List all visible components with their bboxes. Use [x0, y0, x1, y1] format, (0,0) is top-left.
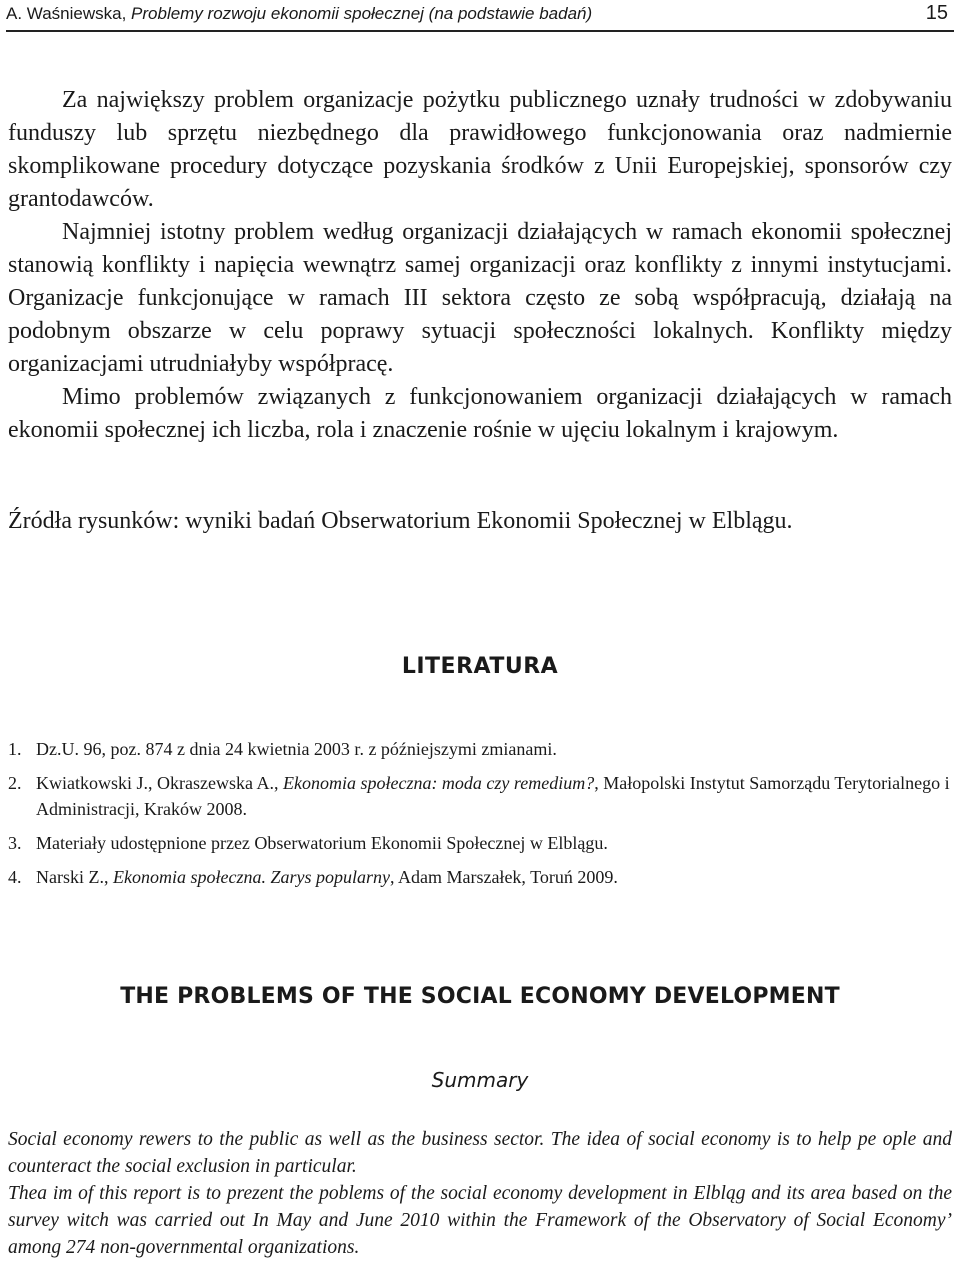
reference-number: 1.	[8, 739, 22, 759]
running-header	[6, 0, 954, 32]
reference-book-title: Ekonomia społeczna: moda czy remedium?	[282, 773, 595, 793]
header-title: Problemy rozwoju ekonomii społecznej (na podstawie badań)	[131, 4, 593, 23]
reference-list	[8, 736, 952, 898]
summary-paragraph: Social economy rewers to the public as well as the business sector. The idea of social economy is to help pe ople and counteract the social exclusion in particular.	[8, 1129, 952, 1177]
header-citation	[6, 4, 592, 24]
summary-paragraph: Thea im of this report is to prezent the poblems of the social economy development in Elbląg and its area based on the survey witch was carried out In May and June 2010 within the Framework of the Observatory of Social Economy’ among 274 non-governmental organizations.	[8, 1183, 952, 1258]
body-paragraph: Najmniej istotny problem według organizacji działających w ramach ekonomii społecznej stanowią konflikty i napięcia wewnątrz samej organizacji oraz konflikty z innymi instytucjami. Organizacje funkcjonujące w ramach III sektora często ze sobą współpracują, działają na podobnym obszarze w celu poprawy sytuacji społeczności lokalnych. Konflikty między organizacjami utrudniałyby współpracę.	[8, 219, 952, 377]
reference-book-title: Ekonomia społeczna. Zarys popularny	[112, 867, 390, 887]
reference-publisher: , Małopolski Instytut Samorządu Terytorialnego i Administracji, Kraków 2008.	[36, 773, 950, 819]
reference-number: 2.	[8, 773, 22, 793]
reference-publisher: , Adam Marszałek, Toruń 2009.	[389, 867, 618, 887]
body-paragraph: Mimo problemów związanych z funkcjonowaniem organizacji działających w ramach ekonomii społecznej ich liczba, rola i znaczenie rośnie w ujęciu lokalnym i krajowym.	[8, 384, 952, 443]
body-paragraph: Za największy problem organizacje pożytku publicznego uznały trudności w zdobywaniu funduszy lub sprzętu niezbędnego dla prawidłowego funkcjonowania oraz nadmiernie skomplikowane procedury dotyczące pozyskania środków z Unii Europejskiej, sponsorów czy grantodawców.	[8, 87, 952, 212]
page-number: 15	[925, 2, 948, 24]
reference-authors: Kwiatkowski J., Okraszewska A.,	[36, 773, 283, 793]
reference-authors: Narski Z.,	[36, 867, 113, 887]
reference-item	[8, 864, 952, 890]
body-text	[8, 84, 952, 447]
reference-item	[8, 736, 952, 762]
header-author: A. Waśniewska,	[6, 4, 132, 23]
sources-note: Źródła rysunków: wyniki badań Obserwatorium Ekonomii Społecznej w Elblągu.	[8, 508, 793, 534]
summary-heading: Summary	[431, 1068, 529, 1092]
reference-item	[8, 830, 952, 856]
reference-text: Materiały udostępnione przez Obserwatorium Ekonomii Społecznej w Elblągu.	[36, 833, 608, 853]
literature-heading: LITERATURA	[401, 654, 559, 679]
reference-number: 3.	[8, 833, 22, 853]
english-title: THE PROBLEMS OF THE SOCIAL ECONOMY DEVELOPMENT	[120, 984, 840, 1009]
summary-text	[8, 1126, 952, 1261]
reference-item	[8, 770, 952, 822]
reference-number: 4.	[8, 867, 22, 887]
reference-text: Dz.U. 96, poz. 874 z dnia 24 kwietnia 2003 r. z późniejszymi zmianami.	[36, 739, 557, 759]
